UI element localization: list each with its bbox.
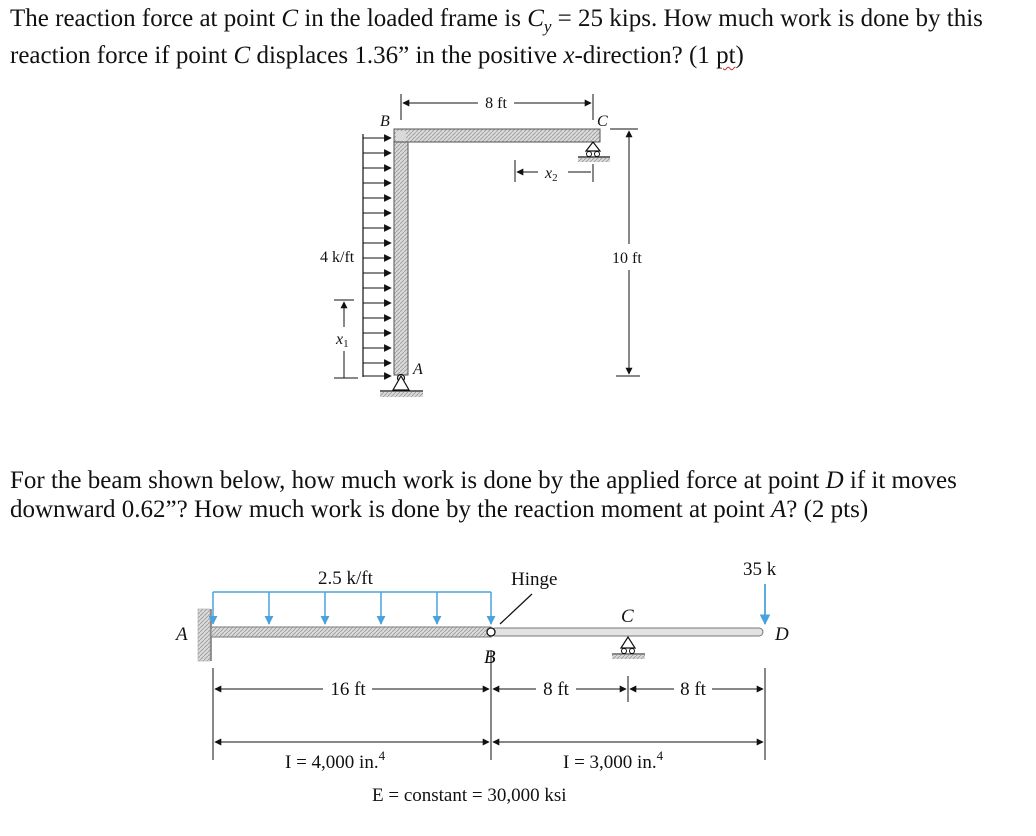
beam-label-c: C: [621, 606, 634, 627]
beam-label-d: D: [775, 624, 789, 645]
frame-diagram: [320, 94, 642, 397]
beam-label-b: B: [484, 647, 496, 668]
frame-dim-8ft: 8 ft: [485, 95, 507, 112]
frame-dim-x1: x1: [336, 331, 349, 350]
frame-dim-x2: x2: [545, 165, 558, 184]
roller-support-c: [578, 142, 610, 162]
beam-segment-bd: [491, 628, 763, 636]
frame-column: [394, 129, 408, 375]
frame-label-b: B: [380, 113, 390, 130]
beam-load-label: 2.5 k/ft: [318, 568, 373, 589]
hinge-b: [487, 628, 495, 636]
frame-distributed-load: [363, 134, 391, 377]
frame-label-a: A: [413, 361, 423, 378]
inertia-right: I = 3,000 in.$^4$: [563, 748, 664, 773]
beam-distributed-load: [213, 592, 491, 624]
frame-load-label: 4 k/ft: [320, 249, 355, 266]
inertia-left: I = 4,000 in.$^4$: [285, 748, 386, 773]
beam-label-a: A: [176, 624, 188, 645]
hinge-label: Hinge: [511, 569, 558, 590]
beam-diagram: [174, 559, 789, 806]
frame-label-c: C: [597, 113, 608, 130]
fixed-support-a: [198, 609, 210, 661]
beam-segment-ab: [211, 627, 491, 637]
beam-dim-8ft-b: 8 ft: [680, 679, 706, 700]
spellcheck-underline: pt: [716, 42, 736, 69]
hinge-pointer: [500, 594, 532, 624]
beam-dim-16ft: 16 ft: [330, 679, 366, 700]
roller-support-c-beam: [612, 637, 645, 659]
force-label: 35 k: [743, 559, 777, 580]
question-2-text: For the beam shown below, how much work is done by the applied force at point D if it moves downward 0.62”? How much work is done by the reaction moment at point A? (2 pts): [10, 467, 957, 523]
question-1-text: The reaction force at point C in the loaded frame is $C_y = 25$ kips. How much work is done by this reaction force if point C displaces 1.36” in the positive x-direction? (1 pt): [10, 5, 983, 69]
modulus-label: E = constant = 30,000 ksi: [372, 785, 567, 806]
beam-dim-8ft-a: 8 ft: [543, 679, 569, 700]
frame-beam: [394, 129, 600, 142]
frame-dim-10ft: 10 ft: [612, 250, 642, 267]
